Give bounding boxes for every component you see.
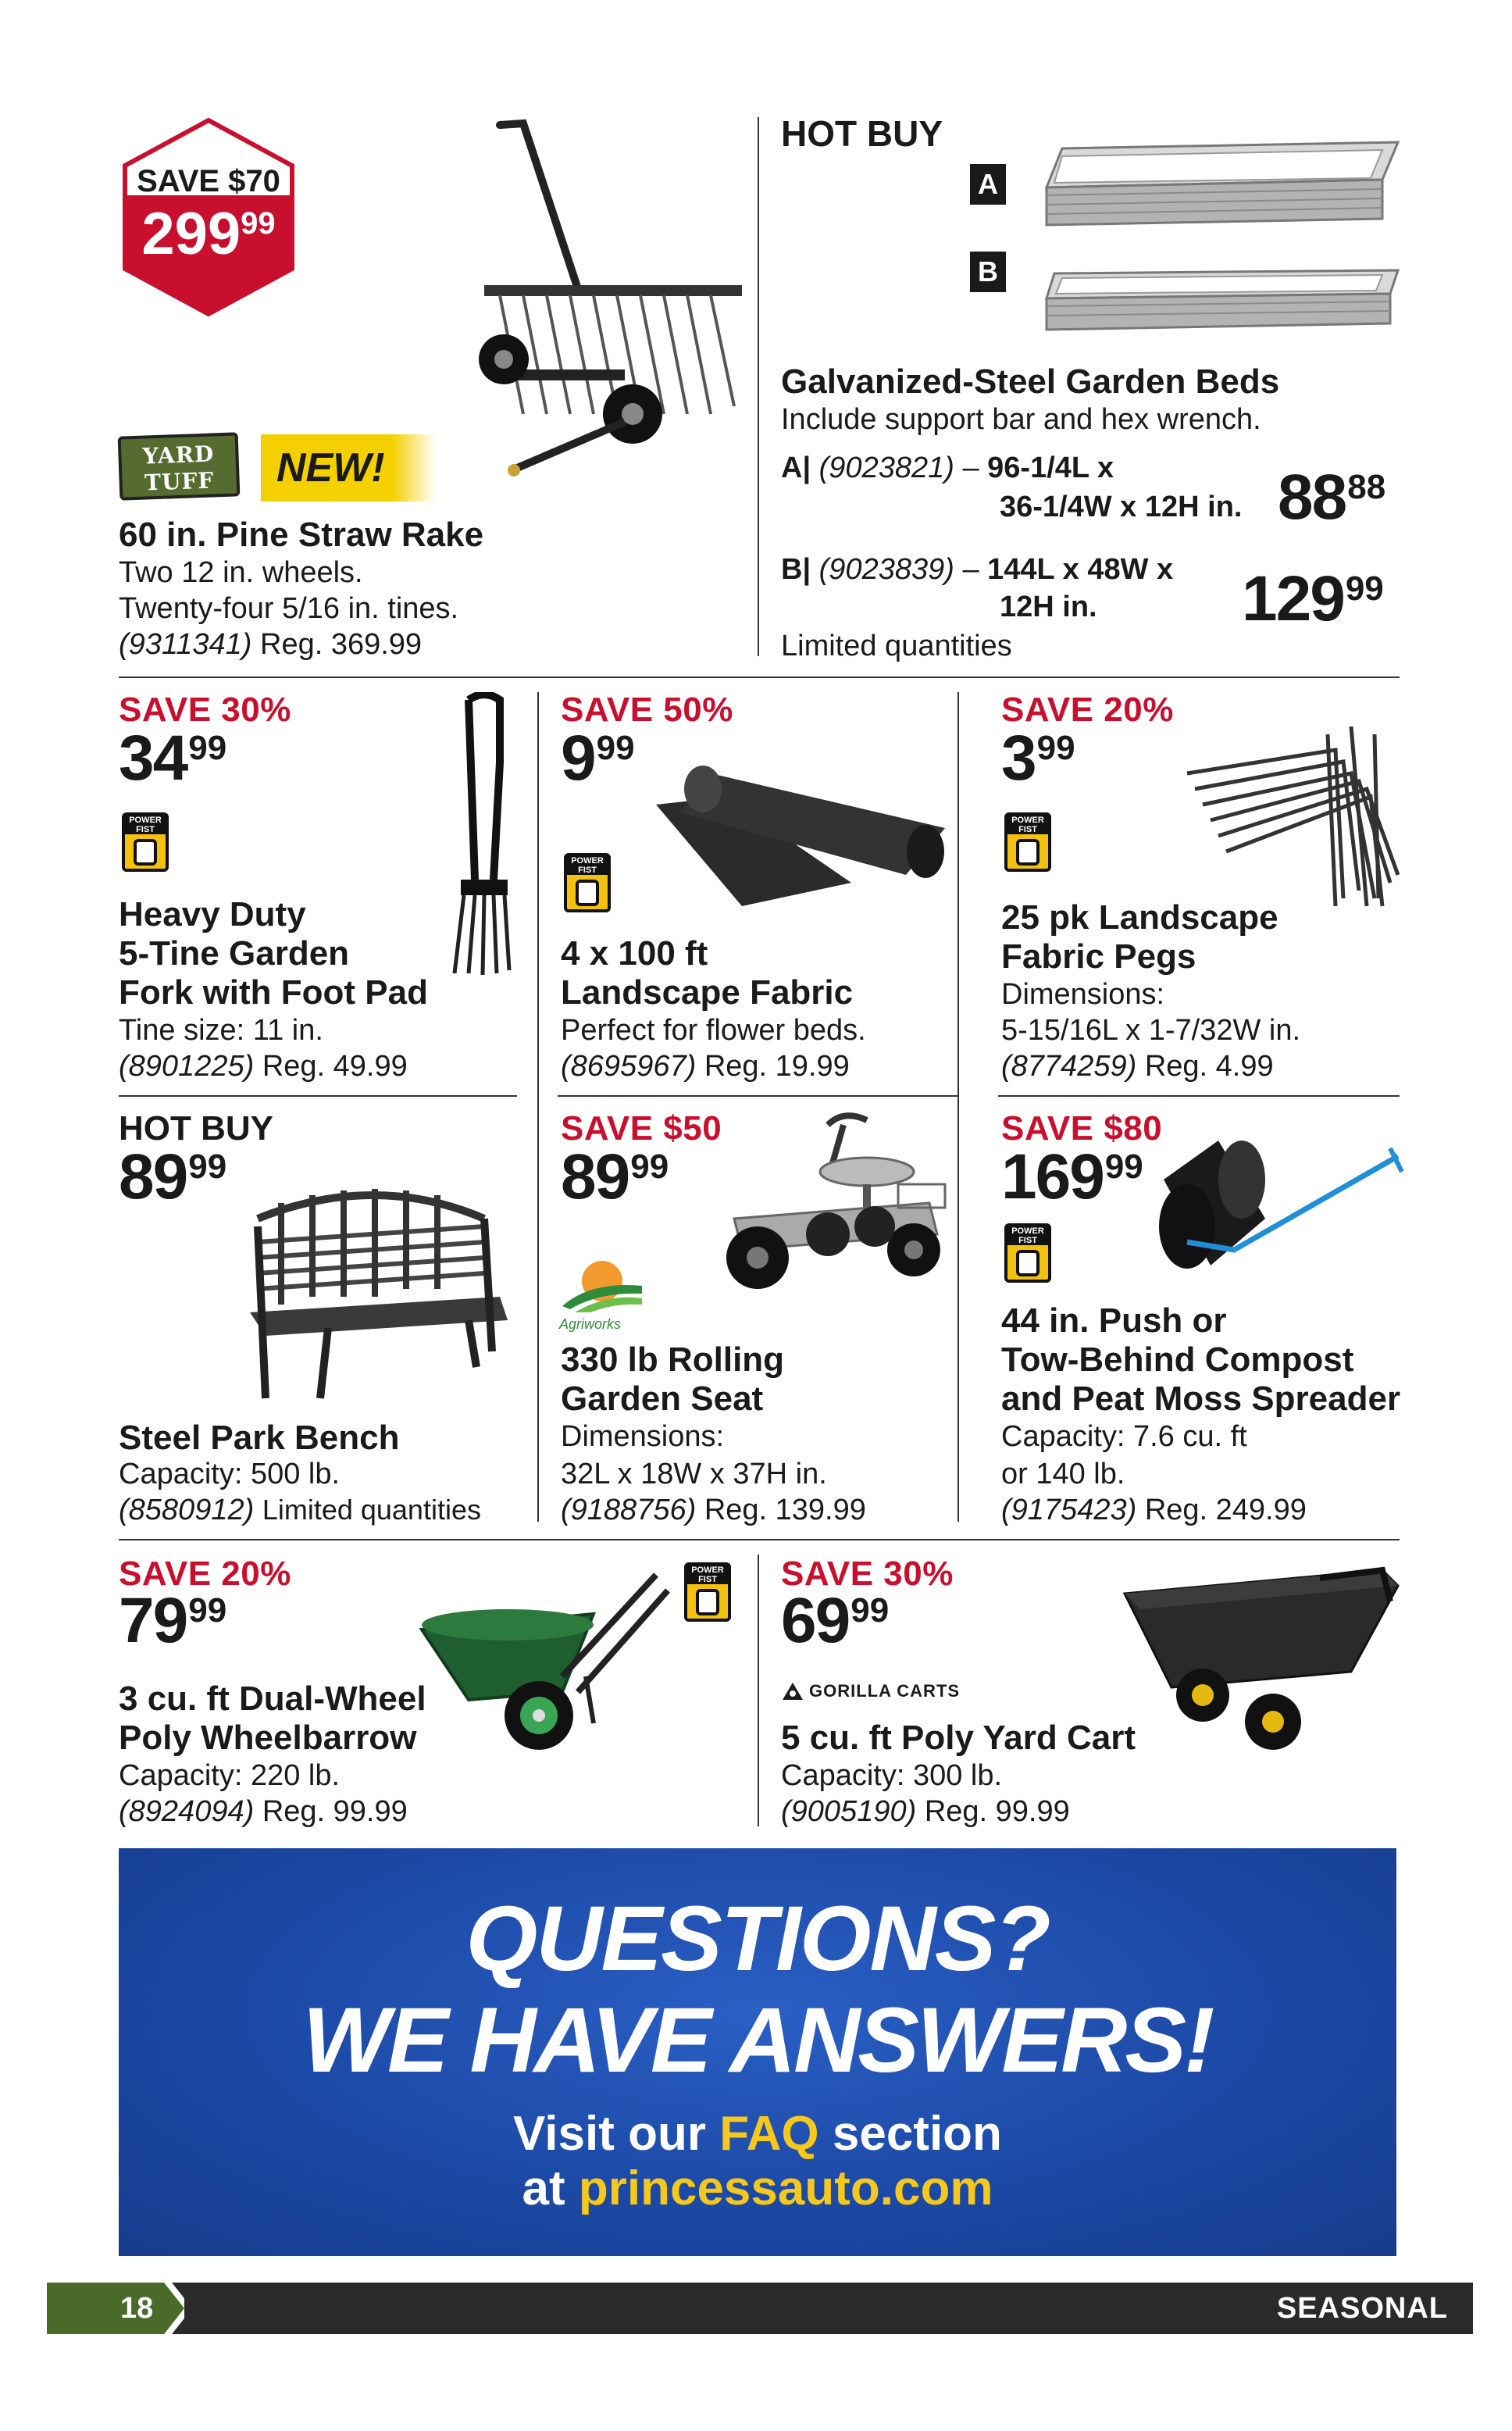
fabric-sku: (8695967) bbox=[561, 1050, 697, 1083]
bed-a-label: A bbox=[970, 164, 1006, 205]
spreader-name-1: 44 in. Push or bbox=[1001, 1301, 1227, 1340]
bed-b-price-cents: 99 bbox=[1345, 569, 1384, 608]
rake-reg: Reg. 369.99 bbox=[260, 628, 423, 661]
bench-reg: Limited quantities bbox=[262, 1494, 481, 1526]
wheelbarrow-image bbox=[414, 1559, 672, 1755]
seat-price-main: 89 bbox=[561, 1141, 629, 1212]
bed-b-sku: (9023839) bbox=[818, 553, 954, 586]
gorilla-icon bbox=[781, 1681, 804, 1701]
banner-url-link[interactable]: princessauto.com bbox=[578, 2161, 993, 2215]
wheelbarrow-price-main: 79 bbox=[119, 1585, 187, 1656]
bed-b-label: B bbox=[970, 252, 1006, 292]
gorilla-carts-logo bbox=[781, 1680, 960, 1703]
beds-name: Galvanized-Steel Garden Beds bbox=[781, 362, 1280, 401]
bed-a-dim-2: 36-1/4W x 12H in. bbox=[1000, 491, 1243, 523]
pegs-price bbox=[1001, 723, 1075, 794]
fabric-price-cents: 99 bbox=[596, 729, 635, 767]
fist-icon bbox=[696, 1589, 719, 1615]
pegs-image bbox=[1179, 719, 1406, 914]
bed-a-dash: – bbox=[962, 452, 979, 484]
spreader-price-main: 169 bbox=[1001, 1141, 1104, 1212]
bed-a-price-main: 88 bbox=[1278, 462, 1346, 533]
bed-b-dim-1: 144L x 48W x bbox=[987, 553, 1174, 586]
pegs-sku-line bbox=[1001, 1048, 1274, 1084]
banner-visit-post: section bbox=[818, 2107, 1002, 2161]
cart-price bbox=[781, 1585, 890, 1656]
rake-save-text: SAVE $70 bbox=[137, 164, 280, 198]
cart-price-cents: 99 bbox=[850, 1591, 890, 1630]
seat-name-1: 330 lb Rolling bbox=[561, 1340, 785, 1379]
seat-sku-line bbox=[561, 1492, 866, 1528]
fork-image bbox=[437, 692, 531, 989]
yard-tuff-logo bbox=[118, 432, 241, 500]
bed-a-price-cents: 88 bbox=[1347, 468, 1386, 506]
bench-price-cents: 99 bbox=[188, 1148, 227, 1186]
bench-desc: Capacity: 500 lb. bbox=[119, 1458, 341, 1490]
power-fist-logo bbox=[122, 812, 169, 872]
fork-reg: Reg. 49.99 bbox=[262, 1050, 408, 1083]
power-fist-logo-text: POWER FIST bbox=[1007, 816, 1048, 834]
spreader-sku: (9175423) bbox=[1001, 1494, 1137, 1526]
seat-price-cents: 99 bbox=[630, 1148, 669, 1186]
spreader-desc-1: Capacity: 7.6 cu. ft bbox=[1001, 1420, 1247, 1453]
spreader-sku-line bbox=[1001, 1492, 1307, 1528]
fork-price-cents: 99 bbox=[188, 729, 227, 767]
rake-name: 60 in. Pine Straw Rake bbox=[119, 516, 484, 554]
bed-b-dash: – bbox=[962, 553, 979, 586]
bed-a-dim-1: 96-1/4L x bbox=[987, 452, 1114, 484]
cart-image bbox=[1117, 1555, 1406, 1750]
bed-a-prefix: A| bbox=[781, 452, 811, 484]
spreader-price bbox=[1001, 1141, 1143, 1212]
cart-reg: Reg. 99.99 bbox=[924, 1795, 1070, 1828]
rake-desc-2: Twenty-four 5/16 in. tines. bbox=[119, 592, 459, 625]
bed-b-price-main: 129 bbox=[1242, 563, 1344, 634]
bed-a-image bbox=[1039, 133, 1406, 227]
bed-a-line-1 bbox=[781, 450, 1114, 486]
divider-row-3 bbox=[119, 1539, 1400, 1540]
power-fist-logo bbox=[1004, 1223, 1051, 1283]
bed-b-dim-2: 12H in. bbox=[1000, 591, 1097, 623]
new-tag bbox=[261, 434, 436, 502]
spreader-name-2: Tow-Behind Compost bbox=[1001, 1340, 1354, 1379]
banner-visit-line bbox=[119, 2106, 1396, 2161]
divider-row2-b bbox=[957, 692, 959, 1522]
spreader-reg: Reg. 249.99 bbox=[1144, 1494, 1307, 1526]
bench-price-main: 89 bbox=[119, 1141, 187, 1212]
pegs-name-2: Fabric Pegs bbox=[1001, 937, 1196, 976]
agriworks-logo bbox=[559, 1258, 645, 1332]
fist-icon bbox=[1016, 1250, 1040, 1276]
rake-sku: (9311341) bbox=[119, 628, 252, 661]
fabric-save: SAVE 50% bbox=[561, 691, 733, 729]
fist-icon bbox=[134, 839, 157, 866]
power-fist-logo bbox=[1004, 812, 1051, 872]
wheelbarrow-reg: Reg. 99.99 bbox=[262, 1795, 408, 1828]
bed-b-prefix: B| bbox=[781, 553, 811, 586]
power-fist-logo-text: POWER FIST bbox=[125, 816, 166, 834]
pegs-save: SAVE 20% bbox=[1001, 691, 1174, 729]
wheelbarrow-sku: (8924094) bbox=[119, 1795, 255, 1828]
footer-bar bbox=[47, 2283, 1473, 2334]
beds-desc: Include support bar and hex wrench. bbox=[781, 403, 1261, 436]
bench-sku-line bbox=[119, 1492, 481, 1528]
wheelbarrow-price bbox=[119, 1585, 227, 1656]
new-tag-text: NEW! bbox=[276, 445, 385, 491]
footer-page-tab bbox=[47, 2283, 184, 2334]
fork-desc: Tine size: 11 in. bbox=[119, 1014, 323, 1047]
pegs-desc-1: Dimensions: bbox=[1001, 978, 1165, 1011]
pegs-price-cents: 99 bbox=[1036, 729, 1075, 767]
fist-icon bbox=[576, 880, 599, 906]
cart-price-main: 69 bbox=[781, 1585, 850, 1656]
pegs-sku: (8774259) bbox=[1001, 1050, 1137, 1083]
divider-row-2-right bbox=[998, 1095, 1400, 1097]
agriworks-logo-text: Agriworks bbox=[559, 1316, 622, 1332]
divider-row2-a bbox=[537, 692, 539, 1522]
rake-price-main: 299 bbox=[141, 201, 241, 267]
power-fist-logo-text: POWER FIST bbox=[687, 1565, 728, 1584]
power-fist-logo bbox=[684, 1562, 731, 1622]
banner-line-1: QUESTIONS? bbox=[465, 1887, 1050, 1990]
bench-image bbox=[234, 1180, 515, 1406]
bench-hot-buy: HOT BUY bbox=[119, 1109, 273, 1148]
bed-a-price bbox=[1278, 462, 1386, 533]
rake-image bbox=[453, 117, 750, 477]
fork-save: SAVE 30% bbox=[119, 691, 291, 729]
rake-save-badge bbox=[119, 117, 298, 317]
rake-sku-line bbox=[119, 626, 422, 662]
spreader-desc-2: or 140 lb. bbox=[1001, 1458, 1125, 1490]
divider-row-1 bbox=[119, 676, 1400, 678]
seat-image bbox=[703, 1109, 953, 1305]
fabric-price bbox=[561, 723, 635, 794]
banner-faq-link[interactable]: FAQ bbox=[719, 2107, 819, 2161]
banner-visit-pre: Visit our bbox=[513, 2107, 720, 2161]
fist-icon bbox=[1016, 839, 1040, 866]
seat-desc-1: Dimensions: bbox=[561, 1420, 725, 1453]
bed-a-sku: (9023821) bbox=[818, 452, 954, 484]
seat-price bbox=[561, 1141, 669, 1212]
fabric-price-main: 9 bbox=[561, 723, 595, 794]
bed-b-line-1 bbox=[781, 552, 1173, 587]
wheelbarrow-desc: Capacity: 220 lb. bbox=[119, 1759, 341, 1792]
yard-tuff-logo-text: YARD TUFF bbox=[142, 441, 215, 496]
fork-sku: (8901225) bbox=[119, 1050, 255, 1083]
fork-price bbox=[119, 723, 227, 794]
cart-sku: (9005190) bbox=[781, 1795, 917, 1828]
divider-row-2-mid bbox=[558, 1095, 957, 1097]
fork-name-1: Heavy Duty bbox=[119, 895, 306, 933]
spreader-name-3: and Peat Moss Spreader bbox=[1001, 1380, 1401, 1418]
bench-name: Steel Park Bench bbox=[119, 1419, 400, 1457]
wheelbarrow-name-1: 3 cu. ft Dual-Wheel bbox=[119, 1680, 426, 1718]
divider-row-2-left bbox=[119, 1095, 517, 1097]
power-fist-logo-text: POWER FIST bbox=[567, 856, 608, 875]
beds-limited: Limited quantities bbox=[781, 630, 1012, 662]
footer-section-label: SEASONAL bbox=[1276, 2292, 1448, 2325]
seat-reg: Reg. 139.99 bbox=[704, 1494, 866, 1526]
rake-price bbox=[119, 201, 298, 267]
rake-desc-1: Two 12 in. wheels. bbox=[119, 556, 363, 589]
seat-desc-2: 32L x 18W x 37H in. bbox=[561, 1458, 827, 1490]
fabric-reg: Reg. 19.99 bbox=[704, 1050, 850, 1083]
bench-sku: (8580912) bbox=[119, 1494, 255, 1526]
fabric-sku-line bbox=[561, 1048, 850, 1084]
footer-page-number: 18 bbox=[120, 2292, 154, 2325]
cart-save: SAVE 30% bbox=[781, 1555, 954, 1593]
fabric-name-2: Landscape Fabric bbox=[561, 973, 854, 1012]
wheelbarrow-name-2: Poly Wheelbarrow bbox=[119, 1719, 417, 1757]
fabric-roll-image bbox=[648, 766, 961, 922]
pegs-name-1: 25 pk Landscape bbox=[1001, 898, 1278, 937]
bed-b-image bbox=[1039, 258, 1406, 336]
wheelbarrow-save: SAVE 20% bbox=[119, 1555, 291, 1593]
fabric-name-1: 4 x 100 ft bbox=[561, 934, 708, 973]
wheelbarrow-price-cents: 99 bbox=[188, 1591, 227, 1630]
seat-name-2: Garden Seat bbox=[561, 1380, 764, 1418]
rake-price-cents: 99 bbox=[241, 206, 276, 241]
beds-hot-buy: HOT BUY bbox=[781, 113, 943, 154]
bench-price bbox=[119, 1141, 227, 1212]
spreader-price-cents: 99 bbox=[1104, 1148, 1143, 1186]
spreader-save: SAVE $80 bbox=[1001, 1109, 1163, 1148]
pegs-desc-2: 5-15/16L x 1-7/32W in. bbox=[1001, 1014, 1301, 1047]
power-fist-logo-text: POWER FIST bbox=[1007, 1226, 1048, 1245]
seat-save: SAVE $50 bbox=[561, 1109, 722, 1148]
divider-top-vertical bbox=[758, 117, 759, 656]
fork-name-3: Fork with Foot Pad bbox=[119, 973, 428, 1012]
cart-sku-line bbox=[781, 1794, 1070, 1829]
fabric-desc: Perfect for flower beds. bbox=[561, 1014, 866, 1047]
fork-price-main: 34 bbox=[119, 723, 187, 794]
bed-b-price bbox=[1242, 563, 1384, 634]
banner-line-2: WE HAVE ANSWERS! bbox=[302, 1989, 1213, 2092]
pegs-reg: Reg. 4.99 bbox=[1144, 1050, 1274, 1083]
pegs-price-main: 3 bbox=[1001, 723, 1036, 794]
banner-at: at bbox=[522, 2161, 579, 2215]
banner-url-line bbox=[119, 2161, 1396, 2216]
spreader-image bbox=[1132, 1133, 1406, 1289]
seat-sku: (9188756) bbox=[561, 1494, 697, 1526]
wheelbarrow-sku-line bbox=[119, 1794, 408, 1829]
faq-banner[interactable] bbox=[119, 1848, 1396, 2256]
divider-row4 bbox=[758, 1555, 759, 1826]
fork-name-2: 5-Tine Garden bbox=[119, 934, 350, 973]
cart-desc: Capacity: 300 lb. bbox=[781, 1759, 1003, 1792]
cart-name: 5 cu. ft Poly Yard Cart bbox=[781, 1719, 1136, 1757]
fork-sku-line bbox=[119, 1048, 408, 1084]
power-fist-logo bbox=[564, 853, 611, 912]
gorilla-carts-logo-text: GORILLA CARTS bbox=[809, 1681, 961, 1701]
